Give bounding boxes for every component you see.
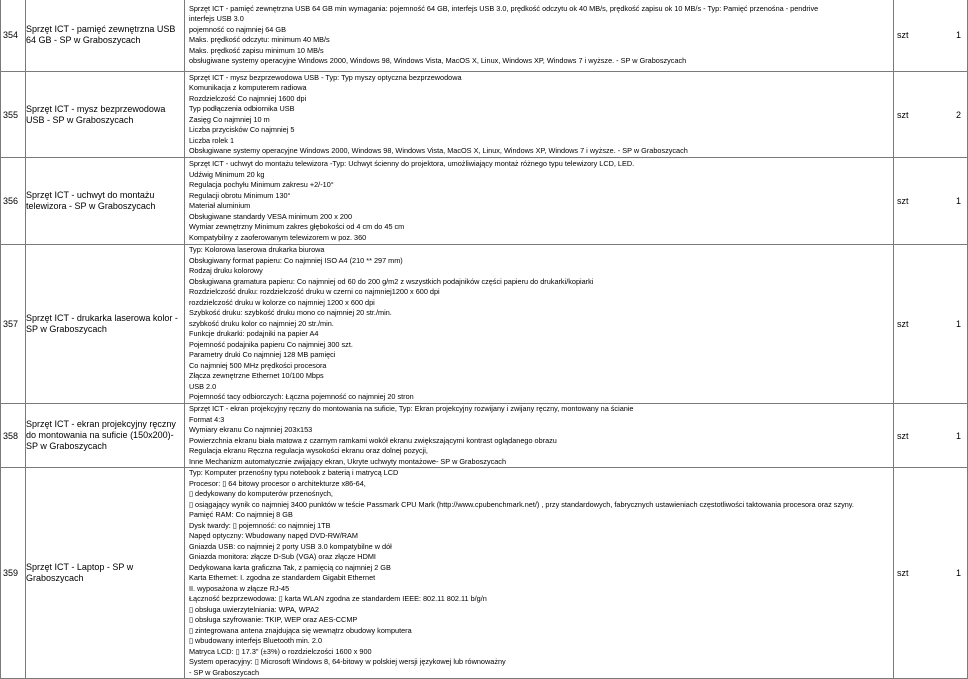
unit-cell: szt: [894, 0, 920, 72]
description-line: System operacyjny: ▯ Microsoft Windows 8, 64-bitowy w polskiej wersji językowej lub równoważny: [189, 657, 506, 666]
description-line: Procesor: ▯ 64 bitowy procesor o architekturze x86-64,: [189, 478, 366, 488]
row-number: 355: [1, 72, 26, 158]
description-line: Co najmniej 500 MHz prędkości procesora: [189, 360, 327, 370]
description-line: szybkość druku kolor co najmniej 20 str./min.: [189, 318, 334, 328]
description-line: II. wyposażona w złącze RJ-45: [189, 583, 290, 593]
description-line: interfejs USB 3.0: [189, 14, 244, 23]
unit-cell: szt: [894, 468, 920, 679]
description-line: ▯ wbudowany interfejs Bluetooth min. 2.0: [189, 636, 323, 645]
description-line: - SP w Graboszycach: [189, 667, 260, 677]
item-description: [185, 245, 894, 404]
description-line: Regulacja pochyłu Minimum zakresu +2/-10°: [189, 180, 334, 189]
row-number: 354: [1, 0, 26, 72]
quantity-cell: 1: [919, 0, 968, 72]
description-line: Rodzaj druku kolorowy: [189, 266, 263, 276]
item-description: [185, 72, 894, 158]
description-line: Szybkość druku: szybkość druku mono co najmniej 20 str./min.: [189, 308, 392, 318]
item-name: Sprzęt ICT - drukarka laserowa kolor - SP w Graboszycach: [26, 245, 185, 404]
unit-cell: szt: [894, 158, 920, 245]
description-line: Powierzchnia ekranu biała matowa z czarnym ramkami wokół ekranu zwiększającymi kontrast oglądanego obrazu: [189, 435, 557, 445]
unit-cell: szt: [894, 245, 920, 404]
table-row: [1, 0, 968, 72]
item-name: Sprzęt ICT - mysz bezprzewodowa USB - SP w Graboszycach: [26, 72, 185, 158]
table-row: [1, 404, 968, 468]
table-row: [1, 245, 968, 404]
description-line: Sprzęt ICT - ekran projekcyjny ręczny do montowania na suficie, Typ: Ekran projekcyjny rozwijany i zwijany ręczny, montowany na ścianie: [189, 404, 634, 413]
description-line: Regulacja ekranu Ręczna regulacja wysokości ekranu oraz dolnej pozycji,: [189, 446, 428, 455]
description-line: Obsługiwane systemy operacyjne Windows 2000, Windows 98, Windows Vista, MacOS X, Linux, Windows XP, Windows 7 i wyższe. - SP w Graboszycach: [189, 146, 688, 155]
description-line: Gniazda monitora: złącze D-Sub (VGA) oraz złącze HDMI: [189, 552, 376, 561]
description-line: Pamięć RAM: Co najmniej 8 GB: [189, 510, 293, 519]
item-description: [185, 0, 894, 72]
row-number: 357: [1, 245, 26, 404]
description-line: Sprzęt ICT - mysz bezprzewodowa USB - Typ: Typ myszy optyczna bezprzewodowa: [189, 72, 462, 82]
item-description: [185, 158, 894, 245]
description-line: Komunikacja z komputerem radiowa: [189, 83, 307, 92]
description-line: Karta Ethernet: I. zgodna ze standardem Gigabit Ethernet: [189, 573, 376, 582]
description-line: obsługiwane systemy operacyjne Windows 2000, Windows 98, Windows Vista, MacOS X, Linux, Windows XP, Windows 7 i wyższe. - SP w Graboszycach: [189, 56, 687, 65]
item-name: Sprzęt ICT - ekran projekcyjny ręczny do montowania na suficie (150x200)- SP w Graboszycach: [26, 404, 185, 468]
item-name: Sprzęt ICT - pamięć zewnętrzna USB 64 GB - SP w Graboszycach: [26, 0, 185, 72]
description-line: Obsługiwane standardy VESA minimum 200 x 200: [189, 211, 353, 221]
unit-cell: szt: [894, 404, 920, 468]
description-line: Typ: Komputer przenośny typu notebook z baterią i matrycą LCD: [189, 468, 399, 477]
description-line: Typ: Kolorowa laserowa drukarka biurowa: [189, 245, 325, 255]
quantity-cell: 1: [919, 245, 968, 404]
description-line: Wymiary ekranu Co najmniej 203x153: [189, 425, 313, 434]
row-number: 359: [1, 468, 26, 679]
description-line: Format 4:3: [189, 414, 225, 424]
description-line: Liczba rolek 1: [189, 135, 235, 145]
description-line: Parametry druki Co najmniej 128 MB pamięci: [189, 350, 336, 360]
description-line: Matryca LCD: ▯ 17.3" (±3%) o rozdzielczości 1600 x 900: [189, 646, 372, 656]
description-line: Funkcje drukarki: podajniki na papier A4: [189, 329, 319, 339]
description-line: Wymiar zewnętrzny Minimum zakres głębokości od 4 cm do 45 cm: [189, 222, 405, 231]
description-line: Złącza zewnętrzne Ethernet 10/100 Mbps: [189, 371, 324, 381]
description-line: Inne Mechanizm automatycznie zwijający ekran, Ukryte uchwyty montażowe- SP w Graboszycach: [189, 456, 507, 466]
description-line: Zasięg Co najmniej 10 m: [189, 114, 270, 124]
description-line: USB 2.0: [189, 381, 217, 391]
description-line: ▯ zintegrowana antena znajdująca się wewnątrz obudowy komputera: [189, 625, 412, 635]
unit-cell: szt: [894, 72, 920, 158]
description-line: Sprzęt ICT - pamięć zewnętrzna USB 64 GB min wymagania: pojemność 64 GB, interfejs USB 3.0, prędkość odczytu ok 40 MB/s, prędkość zapisu ok 10 MB/s - Typ: Pamięć przenośna - pendrive: [189, 3, 819, 13]
quantity-cell: 1: [919, 404, 968, 468]
description-line: Kompatybilny z zaoferowanym telewizorem w poz. 360: [189, 232, 367, 242]
description-line: Liczba przycisków Co najmniej 5: [189, 125, 295, 134]
description-line: Pojemność tacy odbiorczych: Łączna pojemność co najmniej 20 stron: [189, 392, 414, 402]
description-line: Dysk twardy: ▯ pojemność: co najmniej 1TB: [189, 520, 331, 530]
quantity-cell: 1: [919, 468, 968, 679]
description-line: rozdzielczość druku w kolorze co najmniej 1200 x 600 dpi: [189, 297, 375, 307]
description-line: Typ podłączenia odbiornika USB: [189, 104, 295, 113]
item-name: Sprzęt ICT - uchwyt do montażu telewizora - SP w Graboszycach: [26, 158, 185, 245]
description-line: Obsługiwany format papieru: Co najmniej ISO A4 (210 ** 297 mm): [189, 255, 403, 265]
row-number: 358: [1, 404, 26, 468]
description-line: Maks. prędkość zapisu minimum 10 MB/s: [189, 45, 324, 55]
table-row: [1, 158, 968, 245]
row-number: 356: [1, 158, 26, 245]
description-line: Sprzęt ICT - uchwyt do montażu telewizora -Typ: Uchwyt ścienny do projektora, umożliwiający montaż różnego typu telewizory LCD, LED.: [189, 159, 635, 168]
description-line: ▯ osiągający wynik co najmniej 3400 punktów w teście Passmark CPU Mark (http://www.cpubenchmark.net/) , przy standardowych, fabrycznych ustawieniach częstotliwości taktowania procesora oraz szyny.: [189, 499, 854, 509]
quantity-cell: 1: [919, 158, 968, 245]
description-line: Pojemność podajnika papieru Co najmniej 300 szt.: [189, 339, 353, 349]
quantity-cell: 2: [919, 72, 968, 158]
description-line: Dedykowana karta graficzna Tak, z pamięcią co najmniej 2 GB: [189, 562, 391, 572]
description-line: Maks. prędkość odczytu: minimum 40 MB/s: [189, 35, 330, 44]
description-line: ▯ dedykowany do komputerów przenośnych,: [189, 489, 333, 498]
description-line: Rozdzielczość Co najmniej 1600 dpi: [189, 93, 307, 103]
description-line: pojemność co najmniej 64 GB: [189, 24, 286, 34]
table-row: [1, 72, 968, 158]
item-description: [185, 468, 894, 679]
item-name: Sprzęt ICT - Laptop - SP w Graboszycach: [26, 468, 185, 679]
item-description: [185, 404, 894, 468]
description-line: Łączność bezprzewodowa: ▯ karta WLAN zgodna ze standardem IEEE: 802.11 802.11 b/g/n: [189, 594, 487, 603]
description-line: ▯ obsługa szyfrowanie: TKIP, WEP oraz AES-CCMP: [189, 615, 358, 624]
description-line: Gniazda USB: co najmniej 2 porty USB 3.0 kompatybilne w dół: [189, 541, 392, 551]
description-line: Obsługiwana gramatura papieru: Co najmniej od 60 do 200 g/m2 z wszystkich podajników części papieru do drukarki/kopiarki: [189, 276, 594, 286]
description-line: ▯ obsługa uwierzytelniania: WPA, WPA2: [189, 604, 319, 614]
description-line: Rozdzielczość druku: rozdzielczość druku w czerni co najmniej1200 x 600 dpi: [189, 287, 440, 297]
table-row: [1, 468, 968, 679]
description-line: Udźwig Minimum 20 kg: [189, 169, 265, 179]
description-line: Regulacji obrotu Minimum 130°: [189, 190, 291, 200]
description-line: Materiał aluminium: [189, 201, 251, 210]
description-line: Napęd optyczny: Wbudowany napęd DVD-RW/RAM: [189, 531, 358, 540]
